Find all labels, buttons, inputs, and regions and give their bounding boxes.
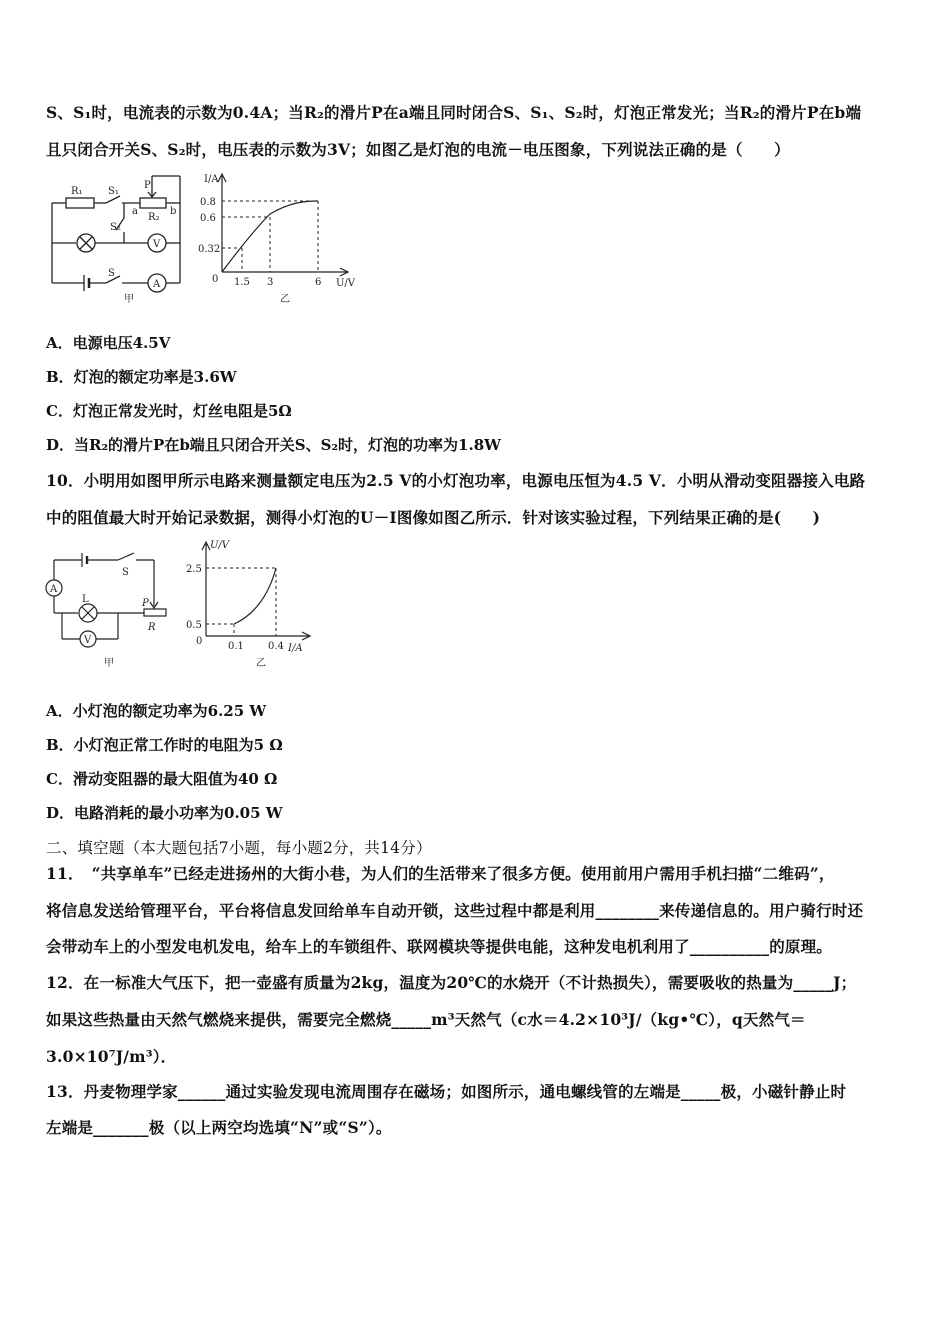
q9-option-a: A．电源电压4.5V [46, 334, 171, 352]
q10-ammeter-label: A [50, 584, 58, 595]
q10-graph-ytick: 0.5 [186, 620, 202, 631]
q9-graph-origin: 0 [212, 274, 219, 285]
section-heading: 二、填空题（本大题包括7小题，每小题2分，共14分） [46, 839, 432, 857]
q10-graph-xtick: 0.4 [268, 641, 284, 652]
q10-label-p: P [142, 598, 149, 609]
q10-label-l: L [82, 594, 89, 605]
q10-option-b: B．小灯泡正常工作时的电阻为5 Ω [46, 736, 283, 754]
q9-stem-line2: 且只闭合开关S、S₂时，电压表的示数为3V；如图乙是灯泡的电流－电压图象，下列说法正确的是（ ） [46, 140, 790, 159]
q9-label-a: a [132, 206, 138, 217]
q9-graph-xtick: 1.5 [234, 277, 250, 288]
q9-graph-xlabel: U/V [336, 278, 356, 289]
q10-graph-ylabel: U/V [210, 540, 230, 551]
q9-graph [198, 168, 358, 308]
q9-option-c: C．灯泡正常发光时，灯丝电阻是5Ω [46, 402, 292, 420]
q9-graph-ytick: 0.6 [200, 213, 216, 224]
q10-graph-xtick: 0.1 [228, 641, 244, 652]
q13-line1: 13．丹麦物理学家______通过实验发现电流周围存在磁场；如图所示，通电螺线管的左端是_____极，小磁针静止时 [46, 1082, 847, 1101]
q11-line2: 将信息发送给管理平台，平台将信息发回给单车自动开锁，这些过程中都是利用________来传递信息的。用户骑行时还 [46, 901, 864, 920]
q9-label-s1: S₁ [108, 186, 119, 197]
q10-option-d: D．电路消耗的最小功率为0.05 W [46, 804, 283, 822]
q10-option-a: A．小灯泡的额定功率为6.25 W [46, 702, 267, 720]
q9-graph-xtick: 3 [267, 277, 274, 288]
q10-circuit-diagram [42, 540, 172, 675]
q9-label-s: S [108, 268, 115, 279]
q9-option-b: B．灯泡的额定功率是3.6W [46, 368, 237, 386]
q10-graph-ytick: 2.5 [186, 564, 202, 575]
q9-ammeter-label: A [153, 279, 161, 290]
q10-stem-line1: 10．小明用如图甲所示电路来测量额定电压为2.5 V的小灯泡功率，电源电压恒为4.5 V．小明从滑动变阻器接入电路 [46, 471, 866, 490]
q9-label-s2: S₂ [110, 222, 121, 233]
q12-line2: 如果这些热量由天然气燃烧来提供，需要完全燃烧_____m³天然气（c水＝4.2×10³J/（kg•℃），q天然气＝ [46, 1010, 806, 1029]
q9-stem-line1: S、S₁时，电流表的示数为0.4A；当R₂的滑片P在a端且同时闭合S、S₁、S₂时，灯泡正常发光；当R₂的滑片P在b端 [46, 103, 862, 122]
q9-circuit-diagram [44, 168, 194, 308]
q9-graph-xtick: 6 [315, 277, 322, 288]
q9-circuit-caption: 甲 [124, 294, 134, 305]
q10-label-r: R [148, 622, 156, 633]
q11-line3: 会带动车上的小型发电机发电，给车上的车锁组件、联网模块等提供电能，这种发电机利用了__________的原理。 [46, 937, 833, 956]
q9-label-r1: R₁ [71, 186, 83, 197]
q13-line2: 左端是_______极（以上两空均选填“N”或“S”）。 [46, 1118, 392, 1137]
q9-graph-ylabel: I/A [204, 174, 219, 185]
q10-stem-line2: 中的阻值最大时开始记录数据，测得小灯泡的U－I图像如图乙所示．针对该实验过程，下列结果正确的是( ) [46, 508, 821, 527]
q10-graph [184, 536, 319, 676]
q9-label-p: P [144, 180, 151, 191]
q10-graph-xlabel: I/A [288, 643, 303, 654]
q9-graph-ytick: 0.32 [198, 244, 221, 255]
q10-voltmeter-label: V [84, 635, 92, 646]
q10-label-s: S [122, 567, 129, 578]
q12-line3: 3.0×10⁷J/m³）． [46, 1047, 177, 1066]
q10-graph-origin: 0 [196, 636, 203, 647]
q9-voltmeter-label: V [153, 239, 161, 250]
q9-label-r2: R₂ [148, 212, 160, 223]
q9-option-d: D．当R₂的滑片P在b端且只闭合开关S、S₂时，灯泡的功率为1.8W [46, 436, 501, 454]
q10-option-c: C．滑动变阻器的最大阻值为40 Ω [46, 770, 278, 788]
q10-graph-caption: 乙 [256, 658, 266, 669]
q10-circuit-caption: 甲 [104, 658, 114, 669]
q9-graph-caption: 乙 [280, 294, 290, 305]
q11-line1: 11． “共享单车”已经走进扬州的大街小巷，为人们的生活带来了很多方便。使用前用户需用手机扫描“二维码”， [46, 864, 835, 883]
q9-label-b: b [170, 206, 177, 217]
q9-graph-ytick: 0.8 [200, 197, 216, 208]
q12-line1: 12．在一标准大气压下，把一壶盛有质量为2kg，温度为20℃的水烧开（不计热损失），需要吸收的热量为_____J； [46, 973, 857, 992]
